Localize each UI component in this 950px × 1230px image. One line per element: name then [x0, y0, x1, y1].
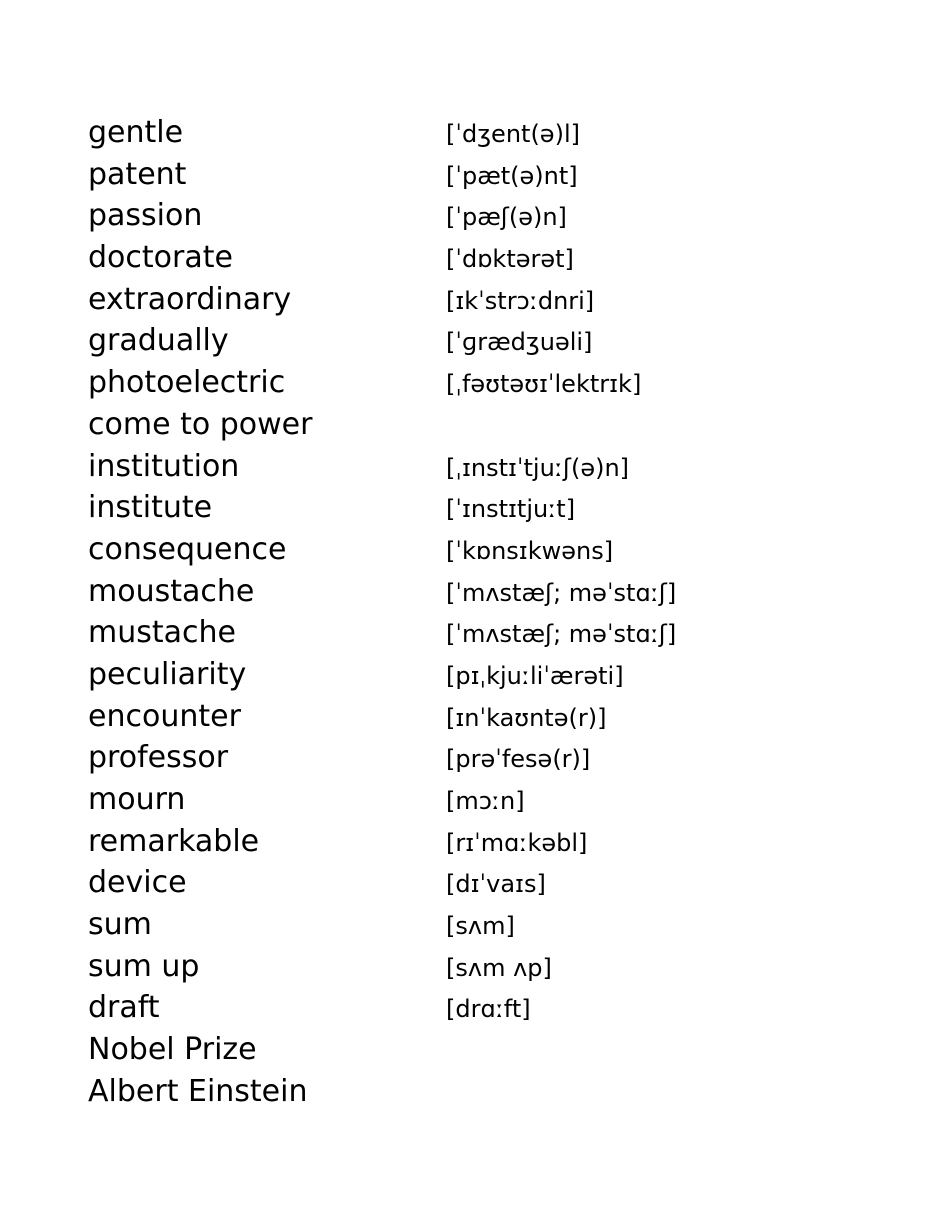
- list-item: [88, 572, 868, 614]
- phonetic-transcription: [prəˈfesə(r)]: [446, 745, 591, 774]
- word: institution: [88, 448, 240, 484]
- phonetic-transcription: [dɪˈvaɪs]: [446, 870, 546, 899]
- phonetic-transcription: [rɪˈmɑːkəbl]: [446, 828, 588, 857]
- list-item: [88, 155, 868, 197]
- word: draft: [88, 990, 160, 1026]
- list-item: [88, 530, 868, 572]
- list-item: [88, 988, 868, 1030]
- word: institute: [88, 490, 213, 526]
- list-item: [88, 780, 868, 822]
- phonetic-transcription: [ˌɪnstɪˈtjuːʃ(ə)n]: [446, 453, 630, 482]
- phonetic-transcription: [ˈmʌstæʃ; məˈstɑːʃ]: [446, 578, 677, 607]
- phonetic-transcription: [sʌm]: [446, 912, 515, 941]
- list-item: [88, 822, 868, 864]
- word: consequence: [88, 531, 287, 567]
- word: Albert Einstein: [88, 1073, 308, 1109]
- phonetic-transcription: [ɪkˈstrɔːdnri]: [446, 286, 595, 315]
- word: come to power: [88, 406, 313, 442]
- list-item: [88, 863, 868, 905]
- list-item: [88, 280, 868, 322]
- phonetic-transcription: [ˈpæt(ə)nt]: [446, 161, 578, 190]
- word: peculiarity: [88, 656, 247, 692]
- phonetic-transcription: [ˈɪnstɪtjuːt]: [446, 495, 576, 524]
- phonetic-transcription: [ˈdʒent(ə)l]: [446, 120, 580, 148]
- list-item: [88, 1072, 868, 1114]
- word: Nobel Prize: [88, 1032, 257, 1068]
- list-item: [88, 697, 868, 739]
- list-item: [88, 238, 868, 280]
- list-item: [88, 655, 868, 697]
- word: mustache: [88, 615, 236, 651]
- phonetic-transcription: [ˈpæʃ(ə)n]: [446, 203, 567, 232]
- list-item: [88, 488, 868, 530]
- word: device: [88, 865, 187, 901]
- phonetic-transcription: [mɔːn]: [446, 787, 525, 815]
- word: doctorate: [88, 240, 233, 276]
- list-item: [88, 363, 868, 405]
- list-item: [88, 405, 868, 447]
- word: extraordinary: [88, 281, 292, 317]
- phonetic-transcription: [sʌm ʌp]: [446, 953, 552, 982]
- vocabulary-list: [88, 113, 868, 1114]
- word: sum: [88, 907, 152, 943]
- word: sum up: [88, 948, 200, 984]
- list-item: [88, 738, 868, 780]
- phonetic-transcription: [ˈɡrædʒuəli]: [446, 328, 593, 357]
- word: photoelectric: [88, 365, 286, 401]
- word: mourn: [88, 782, 186, 817]
- list-item: [88, 321, 868, 363]
- word: moustache: [88, 573, 255, 609]
- phonetic-transcription: [ɪnˈkaʊntə(r)]: [446, 703, 607, 732]
- phonetic-transcription: [ˌfəʊtəʊɪˈlektrɪk]: [446, 370, 642, 399]
- list-item: [88, 113, 868, 155]
- list-item: [88, 1030, 868, 1072]
- phonetic-transcription: [ˈdɒktərət]: [446, 245, 574, 274]
- phonetic-transcription: [ˈmʌstæʃ; məˈstɑːʃ]: [446, 620, 677, 649]
- phonetic-transcription: [pɪˌkjuːliˈærəti]: [446, 661, 624, 690]
- list-item: [88, 613, 868, 655]
- list-item: [88, 447, 868, 489]
- word: remarkable: [88, 823, 260, 859]
- word: gentle: [88, 115, 184, 150]
- word: gradually: [88, 323, 229, 359]
- word: encounter: [88, 698, 241, 734]
- list-item: [88, 947, 868, 989]
- word: patent: [88, 156, 187, 192]
- word: professor: [88, 740, 229, 776]
- phonetic-transcription: [drɑːft]: [446, 995, 531, 1024]
- phonetic-transcription: [ˈkɒnsɪkwəns]: [446, 536, 614, 565]
- word: passion: [88, 198, 203, 234]
- list-item: [88, 905, 868, 947]
- list-item: [88, 196, 868, 238]
